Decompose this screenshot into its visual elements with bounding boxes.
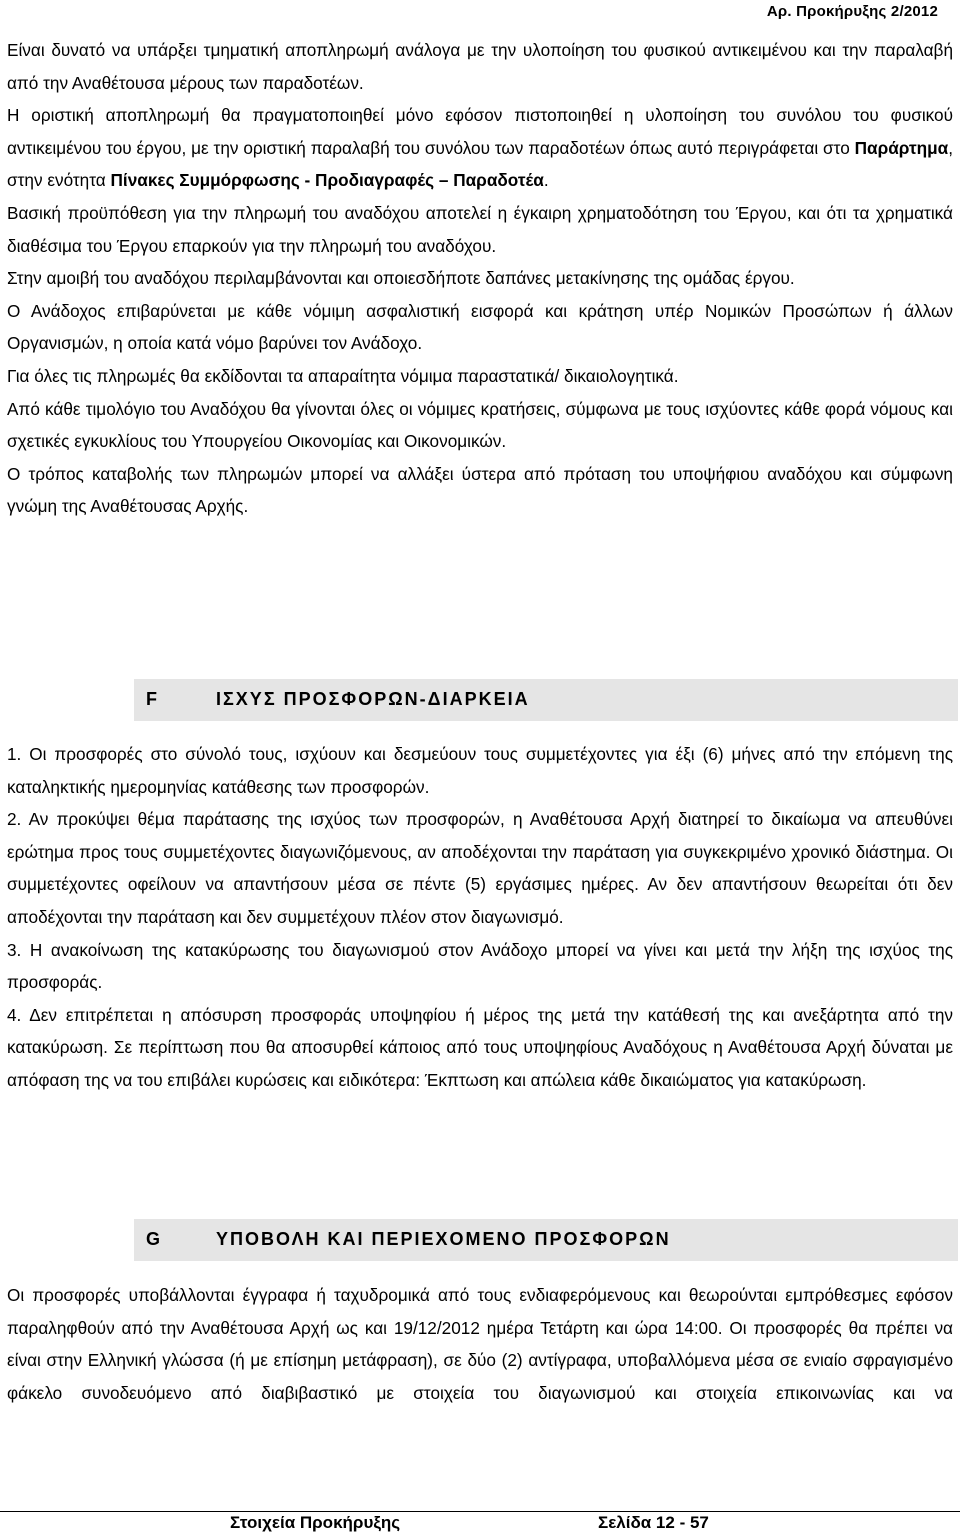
page-header: Αρ. Προκήρυξης 2/2012 — [766, 3, 938, 20]
text-run: . — [543, 170, 549, 191]
list-item: 1. Οι προσφορές στο σύνολό τους, ισχύουν και δεσμεύουν τους συμμετέχοντες για έξι (6) μήνες από την επόμενη της καταληκτικής ημερομηνίας κατάθεσης των προσφορών. — [7, 744, 953, 797]
payment-terms-section — [7, 34, 953, 523]
page-footer — [0, 1511, 960, 1533]
paragraph: Ο Ανάδοχος επιβαρύνεται με κάθε νόμιμη ασφαλιστική εισφορά και κράτηση υπέρ Νομικών Προσώπων ή άλλων Οργανισμών, η οποία κατά νόμο βαρύνει τον Ανάδοχο. — [7, 300, 953, 354]
section-title: ΥΠΟΒΟΛΗ ΚΑΙ ΠΕΡΙΕΧΟΜΕΝΟ ΠΡΟΣΦΟΡΩΝ — [216, 1229, 671, 1249]
list-item: 2. Αν προκύψει θέμα παράτασης της ισχύος των προσφορών, η Αναθέτουσα Αρχή διατηρεί το δικαίωμα να απευθύνει ερώτημα προς τους συμμετέχοντες διαγωνιζόμενους, αν αποδέχονται την παράταση για συγκεκριμένο χρονικό διάστημα. Οι συμμετέχοντες οφείλουν να απαντήσουν μέσα σε πέντε (5) εργάσιμες ημέρες. Αν δεν απαντήσουν θεωρείται ότι δεν αποδέχονται την παράταση και δεν συμμετέχουν πλέον στον διαγωνισμό. — [7, 809, 953, 927]
section-letter: F — [146, 689, 157, 709]
section-heading-f — [134, 679, 958, 721]
list-item: 3. Η ανακοίνωση της κατακύρωσης του διαγωνισμού στον Ανάδοχο μπορεί να γίνει και μετά την λήξη της ισχύος της προσφοράς. — [7, 939, 953, 993]
section-title: ΙΣΧΥΣ ΠΡΟΣΦΟΡΩΝ-ΔΙΑΡΚΕΙΑ — [216, 689, 530, 709]
paragraph: Στην αμοιβή του αναδόχου περιλαμβάνονται και οποιεσδήποτε δαπάνες μετακίνησης της ομάδας έργου. — [7, 268, 795, 289]
section-heading-g — [134, 1219, 958, 1261]
paragraph — [7, 99, 953, 197]
paragraph: Βασική προϋπόθεση για την πληρωμή του αναδόχου αποτελεί η έγκαιρη χρηματοδότηση του Έργου, και ότι τα χρηματικά διαθέσιμα του Έργου επαρκούν για την πληρωμή του αναδόχου. — [7, 202, 953, 256]
footer-document-title: Στοιχεία Προκήρυξης — [230, 1513, 401, 1532]
paragraph: Ο τρόπος καταβολής των πληρωμών μπορεί να αλλάξει ύστερα από πρόταση του υποψήφιου αναδόχου και σύμφωνη γνώμη της Αναθέτουσας Αρχής. — [7, 463, 953, 517]
list-item: 4. Δεν επιτρέπεται η απόσυρση προσφοράς υποψηφίου ή μέρος της μετά την κατάθεσή της και ανεξάρτητα από την κατακύρωση. Σε περίπτωση που θα αποσυρθεί κάποιος από τους υποψηφίους Αναδόχους η Αναθέτουσα Αρχή δύναται με απόφαση της να του επιβάλει κυρώσεις και ειδικότερα: Έκπτωση και απώλεια κάθε δικαιώματος για κατακύρωση. — [7, 1004, 953, 1090]
annex-reference: Παράρτημα — [854, 137, 949, 158]
paragraph: Είναι δυνατό να υπάρξει τμηματική αποπληρωμή ανάλογα με την υλοποίηση του φυσικού αντικειμένου και την παραλαβή από την Αναθέτουσα μέρους των παραδοτέων. — [7, 40, 953, 93]
section-letter: G — [146, 1229, 161, 1249]
footer-rule — [0, 1511, 960, 1512]
footer-page-number: Σελίδα 12 - 57 — [598, 1513, 709, 1532]
paragraph: Από κάθε τιμολόγιο του Αναδόχου θα γίνονται όλες οι νόμιμες κρατήσεις, σύμφωνα με τους ισχύοντες κάθε φορά νόμους και σχετικές εγκυκλίους του Υπουργείου Οικονομίας και Οικονομικών. — [7, 398, 953, 452]
offer-validity-section — [7, 738, 953, 1097]
paragraph: Οι προσφορές υποβάλλονται έγγραφα ή ταχυδρομικά από τους ενδιαφερόμενους και θεωρούνται εμπρόθεσμες εφόσον παραληφθούν από την Αναθέτουσα Αρχή ως και 19/12/2012 ημέρα Τετάρτη και ώρα 14:00. Οι προσφορές θα πρέπει να είναι στην Ελληνική γλώσσα (ή με επίσημη μετάφραση), σε δύο (2) αντίγραφα, υποβαλλόμενα μέσα σε ενιαίο σφραγισμένο φάκελο συνοδευόμενο από διαβιβαστικό με στοιχεία του διαγωνισμού και στοιχεία επικοινωνίας και να — [7, 1285, 953, 1403]
text-run: Η οριστική αποπληρωμή θα πραγματοποιηθεί μόνο εφόσον πιστοποιηθεί η υλοποίηση του συνόλου του φυσικού αντικειμένου του έργου, με την οριστική παραλαβή του συνόλου των παραδοτέων όπως αυτό περιγράφεται στο — [7, 105, 953, 158]
text-run: , στην ενότητα — [7, 137, 953, 191]
submission-section — [7, 1279, 953, 1409]
compliance-tables-reference: Πίνακες Συμμόρφωσης - Προδιαγραφές – Παραδοτέα — [110, 170, 544, 191]
paragraph: Για όλες τις πληρωμές θα εκδίδονται τα απαραίτητα νόμιμα παραστατικά/ δικαιολογητικά. — [7, 365, 679, 386]
